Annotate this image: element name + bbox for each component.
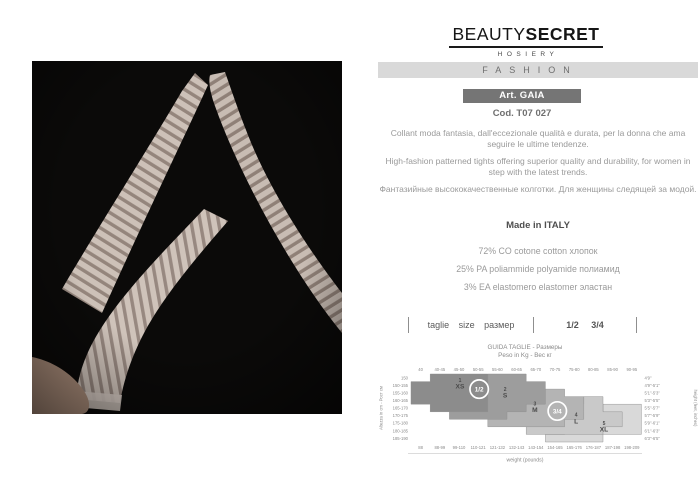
svg-text:2: 2	[503, 386, 507, 393]
svg-text:L: L	[574, 418, 579, 426]
svg-text:5'9"-6'1": 5'9"-6'1"	[644, 420, 660, 426]
svg-text:5'7"-5'9": 5'7"-5'9"	[644, 413, 660, 419]
svg-text:198-209: 198-209	[624, 444, 640, 450]
svg-text:5: 5	[602, 420, 606, 427]
svg-text:XS: XS	[455, 383, 465, 391]
svg-text:Altezza in cm - Рост см: Altezza in cm - Рост см	[378, 386, 384, 430]
svg-text:4'9"-5'1": 4'9"-5'1"	[644, 382, 660, 388]
svg-text:150-155: 150-155	[392, 382, 408, 388]
size-row	[408, 317, 637, 333]
svg-text:185-190: 185-190	[392, 435, 408, 441]
svg-text:75-80: 75-80	[568, 367, 580, 372]
description-english: High-fashion patterned tights offering superior quality and durability, for women in step with the latest trends.	[385, 156, 691, 177]
svg-text:40-45: 40-45	[434, 367, 446, 372]
svg-text:M: M	[532, 406, 538, 414]
svg-text:5'3"-5'5": 5'3"-5'5"	[644, 398, 660, 404]
svg-text:65-70: 65-70	[530, 367, 542, 372]
svg-text:50-55: 50-55	[472, 367, 484, 372]
svg-text:150: 150	[401, 375, 408, 381]
svg-text:90-95: 90-95	[626, 367, 638, 372]
svg-text:99-110: 99-110	[452, 444, 466, 450]
svg-text:XL: XL	[599, 426, 609, 434]
svg-text:1: 1	[458, 377, 462, 384]
product-info-panel	[378, 24, 698, 474]
svg-text:180-185: 180-185	[392, 428, 408, 434]
svg-text:5'1"-5'3": 5'1"-5'3"	[644, 390, 660, 396]
svg-text:165-170: 165-170	[392, 405, 408, 411]
svg-text:3/4: 3/4	[552, 408, 562, 416]
product-photo	[32, 61, 342, 414]
collection-bar	[378, 62, 698, 78]
collection-label: FASHION	[482, 65, 578, 75]
tights-legs-illustration	[32, 61, 342, 414]
svg-text:80-85: 80-85	[588, 367, 599, 372]
composition-line: 72% CO cotone cotton хлопок	[478, 246, 598, 256]
svg-text:1/2: 1/2	[474, 386, 484, 394]
svg-text:6'3"-6'5": 6'3"-6'5"	[644, 435, 660, 441]
svg-text:154-165: 154-165	[547, 444, 563, 450]
photo-vignette	[32, 61, 342, 414]
size-chart	[378, 360, 700, 466]
svg-text:4: 4	[574, 412, 578, 419]
svg-text:165-176: 165-176	[566, 444, 582, 450]
brand-logo-text	[449, 24, 602, 48]
svg-text:175-180: 175-180	[392, 420, 408, 426]
svg-text:height (feet, inches): height (feet, inches)	[693, 389, 698, 427]
size-chart-title	[365, 344, 685, 359]
svg-text:170-175: 170-175	[392, 413, 408, 419]
brand-logo	[366, 24, 686, 58]
size-chart-title-line2: Peso in Kg - Вес кг	[498, 351, 552, 359]
svg-text:S: S	[502, 392, 508, 400]
svg-text:88: 88	[418, 444, 423, 450]
svg-text:110-121: 110-121	[470, 444, 486, 450]
composition-line: 3% EA elastomero elastomer эластан	[463, 282, 613, 292]
size-chart-svg	[378, 360, 700, 466]
svg-text:4'9": 4'9"	[644, 375, 652, 381]
size-row-values: 1/2 3/4	[534, 317, 637, 333]
brand-name-bold: SECRET	[525, 24, 600, 44]
svg-text:60-65: 60-65	[511, 367, 522, 372]
brand-tagline: HOSIERY	[497, 51, 559, 58]
svg-text:132-143: 132-143	[508, 444, 525, 450]
svg-text:88-99: 88-99	[434, 444, 446, 450]
size-chart-title-line1: GUIDA TAGLIE - Размеры	[487, 344, 563, 351]
svg-text:143-154: 143-154	[528, 444, 544, 450]
svg-text:155-160: 155-160	[392, 390, 408, 396]
svg-text:187-198: 187-198	[604, 444, 621, 450]
svg-text:160-165: 160-165	[392, 398, 408, 404]
description-italian: Collant moda fantasia, dall'eccezionale qualità e durata, per la donna che ama seguire le ultime tendenze.	[390, 128, 686, 149]
svg-text:55-60: 55-60	[492, 367, 503, 372]
composition-line: 25% PA poliammide polyamide полиамид	[456, 264, 620, 274]
svg-text:85-90: 85-90	[607, 367, 618, 372]
brand-name-light: BEAUTY	[452, 24, 526, 44]
description-russian: Фантазийные высококачественные колготки. Для женщины следящей за модой.	[379, 184, 697, 194]
size-row-labels: taglie size размер	[408, 317, 534, 333]
svg-text:70-75: 70-75	[549, 367, 561, 372]
svg-text:5'5"-5'7": 5'5"-5'7"	[644, 405, 660, 411]
svg-text:45-50: 45-50	[453, 367, 465, 372]
svg-text:121-132: 121-132	[489, 444, 506, 450]
svg-text:6'1"-6'3": 6'1"-6'3"	[644, 428, 660, 434]
svg-text:40: 40	[418, 367, 423, 372]
svg-text:weight (pounds): weight (pounds)	[506, 457, 544, 464]
svg-text:176-187: 176-187	[585, 444, 602, 450]
composition-list	[378, 242, 698, 296]
product-code: Cod. T07 027	[492, 108, 552, 119]
origin-label: Made in ITALY	[506, 220, 570, 231]
svg-text:3: 3	[533, 401, 537, 408]
article-badge: Art. GAIA	[463, 89, 581, 103]
